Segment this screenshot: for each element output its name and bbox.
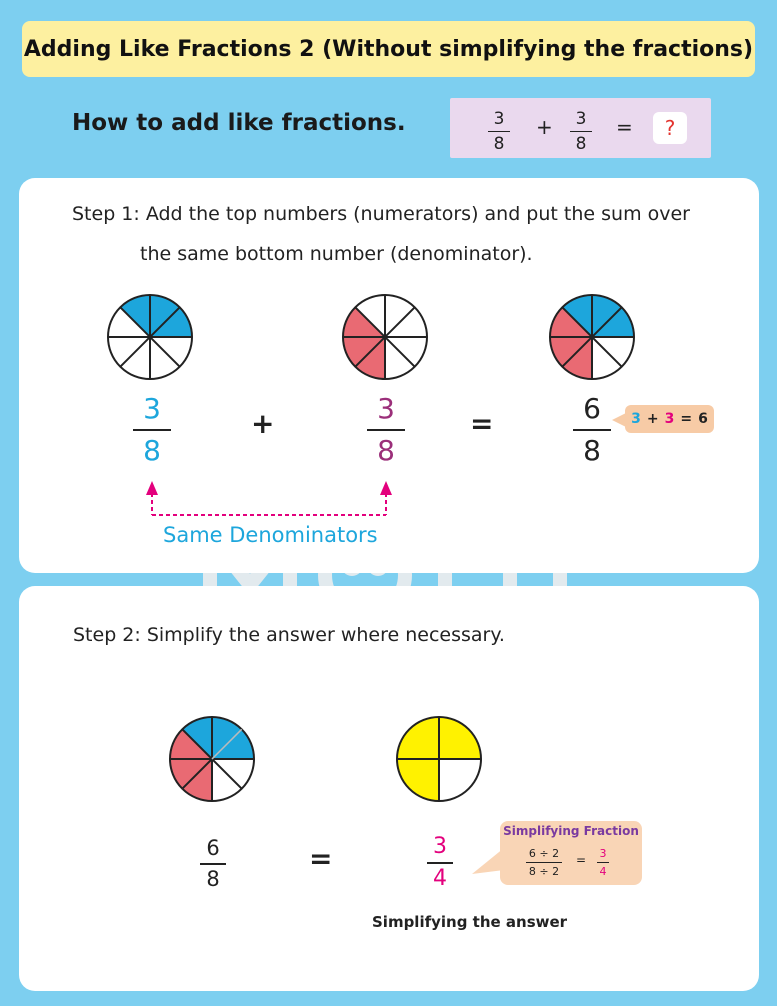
equation-a-numerator: 3 (493, 109, 505, 129)
simplify-result-num: 3 (599, 847, 607, 860)
arrow-up-icon (380, 481, 392, 495)
step1-line2: the same bottom number (denominator). (140, 243, 533, 265)
equation-fraction-b (570, 109, 592, 154)
fraction-circle-b (340, 292, 430, 382)
step2-right-numerator: 3 (433, 834, 447, 859)
step1-a-numerator: 3 (143, 392, 161, 425)
arrow-up-icon (146, 481, 158, 495)
page-title: Adding Like Fractions 2 (Without simplifying the fractions) (22, 21, 755, 77)
simplify-equals: = (576, 853, 587, 867)
step2-text: Step 2: Simplify the answer where necessary. (73, 624, 505, 646)
same-denominators-label: Same Denominators (163, 523, 378, 547)
question-mark-box: ? (653, 112, 687, 144)
step2-fraction-right (425, 836, 455, 890)
badge-plus: + (646, 411, 659, 427)
step1-result-numerator: 6 (583, 392, 601, 425)
simplify-den-expr: 8 ÷ 2 (528, 865, 560, 878)
equation-b-numerator: 3 (575, 109, 587, 129)
step1-equals: = (470, 407, 494, 440)
step1-b-numerator: 3 (377, 392, 395, 425)
step2-equals: = (309, 842, 333, 875)
simplify-box (500, 821, 642, 885)
step2-right-denominator: 4 (433, 865, 447, 891)
equation-b-denominator: 8 (575, 134, 587, 154)
equation-a-denominator: 8 (493, 134, 505, 154)
step1-result-denominator: 8 (583, 433, 601, 467)
equation-equals: = (616, 115, 633, 139)
simplify-num-expr: 6 ÷ 2 (528, 847, 560, 860)
how-to-heading: How to add like fractions. (72, 110, 406, 136)
same-denominator-arrows (140, 475, 400, 525)
step1-b-denominator: 8 (377, 433, 395, 467)
step1-fraction-result (572, 392, 612, 467)
simplify-expression (526, 847, 562, 878)
fraction-circle-a (105, 292, 195, 382)
step1-line1: Step 1: Add the top numbers (numerators) and put the sum over (72, 203, 690, 225)
fraction-circle-three-quarters (394, 714, 484, 804)
equation-box (450, 98, 711, 158)
step2-left-denominator: 8 (206, 866, 220, 891)
badge-sum: 6 (698, 411, 708, 427)
simplify-title: Simplifying Fraction (503, 824, 639, 838)
fraction-circle-six-eighths (167, 714, 257, 804)
equation-fraction-a (488, 109, 510, 154)
equation-plus: + (536, 115, 553, 139)
fraction-circle-result (547, 292, 637, 382)
step1-plus: + (251, 407, 275, 440)
simplify-result (597, 847, 609, 878)
step1-fraction-b (366, 392, 406, 467)
step1-a-denominator: 8 (143, 433, 161, 467)
badge-b: 3 (664, 411, 675, 427)
sum-badge (625, 405, 714, 433)
badge-equals: = (680, 411, 693, 427)
simplifying-caption: Simplifying the answer (372, 913, 568, 931)
step2-fraction-left (198, 838, 228, 890)
step2-left-numerator: 6 (206, 836, 220, 860)
simplify-result-den: 4 (599, 865, 607, 878)
badge-a: 3 (631, 411, 641, 427)
step1-fraction-a (132, 392, 172, 467)
